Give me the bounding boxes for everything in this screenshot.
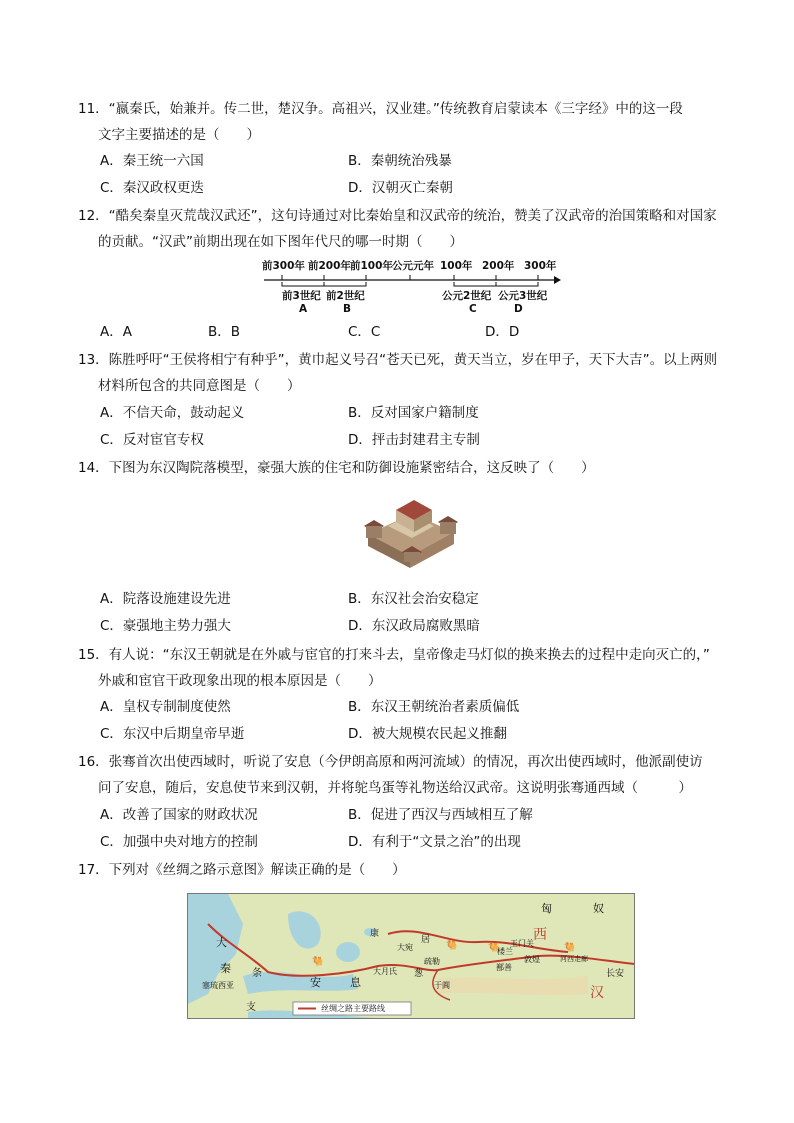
svg-text:🐫: 🐫 xyxy=(564,943,576,953)
timeline-label-300: 300年 xyxy=(524,260,557,272)
map-label-kang: 康 xyxy=(370,929,380,939)
question-16-line1: 16．张骞首次出使西域时，听说了安息（今伊朗高原和两河流域）的情况，再次出使西域时，他派副使访 xyxy=(78,754,703,770)
option-d[interactable]: D．D xyxy=(485,324,520,340)
map-label-hexi-corridor: 河西走廊 xyxy=(560,955,588,963)
question-13-line2: 材料所包含的共同意图是（ ） xyxy=(98,378,301,394)
question-11-options xyxy=(100,149,660,201)
svg-text:🐫: 🐫 xyxy=(312,957,324,967)
question-13-line1: 13．陈胜呼吁“王侯将相宁有种乎”，黄巾起义号召“苍天已死，黄天当立，岁在甲子，天下大吉”。以上两则 xyxy=(78,352,718,368)
option-a[interactable]: A．不信天命，鼓动起义 xyxy=(100,405,245,421)
map-label-seleucia: 塞琉西亚 xyxy=(202,981,234,990)
question-13-options xyxy=(100,401,660,453)
question-15-options xyxy=(100,695,660,747)
timeline-segment-2ad: 公元2世纪 xyxy=(442,290,492,302)
map-label-changan: 长安 xyxy=(606,969,625,979)
timeline-letter-a: A xyxy=(299,303,308,315)
question-15 xyxy=(78,642,728,694)
option-c[interactable]: C．反对宦官专权 xyxy=(100,432,204,448)
question-14-line1: 14．下图为东汉陶院落模型，豪强大族的住宅和防御设施紧密结合，这反映了（ ） xyxy=(78,460,595,476)
silk-road-map xyxy=(187,893,635,1019)
option-a[interactable]: A．改善了国家的财政状况 xyxy=(100,807,258,823)
question-13 xyxy=(78,347,728,399)
svg-text:🐫: 🐫 xyxy=(488,943,500,953)
question-17-line1: 17．下列对《丝绸之路示意图》解读正确的是（ ） xyxy=(78,862,406,878)
pottery-courtyard-model-image xyxy=(360,486,460,570)
option-c[interactable]: C．东汉中后期皇帝早逝 xyxy=(100,726,245,742)
timeline-label-200bc: 前200年 xyxy=(308,260,351,272)
map-label-shule: 疏勒 xyxy=(424,957,440,966)
map-label-dayuezhi: 大月氏 xyxy=(373,967,397,976)
option-d[interactable]: D．汉朝灭亡秦朝 xyxy=(348,180,453,196)
map-label-zhi: 支 xyxy=(246,1002,256,1013)
option-a[interactable]: A．院落设施建设先进 xyxy=(100,591,231,607)
map-label-yutian: 于阗 xyxy=(434,981,450,990)
question-14-options xyxy=(100,587,660,639)
map-label-qin: 秦 xyxy=(220,962,231,975)
map-legend-label: 丝绸之路主要路线 xyxy=(321,1004,385,1013)
option-d[interactable]: D．有利于“文景之治”的出现 xyxy=(348,834,521,850)
map-label-tiao: 条 xyxy=(252,968,262,979)
timeline-segment-3bc: 前3世纪 xyxy=(282,290,321,302)
timeline-label-100: 100年 xyxy=(440,260,473,272)
option-c[interactable]: C．秦汉政权更迭 xyxy=(100,180,204,196)
timeline-segment-2bc: 前2世纪 xyxy=(326,290,365,302)
option-b[interactable]: B．B xyxy=(208,324,241,340)
option-b[interactable]: B．东汉社会治安稳定 xyxy=(348,591,479,607)
option-a[interactable]: A．A xyxy=(100,324,132,340)
map-label-west: 西 xyxy=(533,927,547,943)
question-15-line2: 外戚和宦官干政现象出现的根本原因是（ ） xyxy=(98,673,382,689)
timeline-letter-b: B xyxy=(343,303,352,315)
map-label-an: 安 xyxy=(310,976,321,989)
question-12 xyxy=(78,203,728,255)
option-d[interactable]: D．被大规模农民起义推翻 xyxy=(348,726,507,742)
map-label-shanshan: 鄯善 xyxy=(496,963,512,972)
question-16 xyxy=(78,749,728,801)
timeline-letter-c: C xyxy=(469,303,477,315)
question-11-line1: 11．“嬴秦氏，始兼并。传二世，楚汉争。高祖兴，汉业建。”传统教育启蒙读本《三字经》中的这一段 xyxy=(78,101,683,117)
question-14 xyxy=(78,455,728,481)
timeline-label-300bc: 前300年 xyxy=(262,260,305,272)
option-c[interactable]: C．加强中央对地方的控制 xyxy=(100,834,258,850)
map-label-xi: 息 xyxy=(350,976,361,989)
map-label-cong: 葱 xyxy=(414,969,424,979)
option-d[interactable]: D．抨击封建君主专制 xyxy=(348,432,480,448)
option-c[interactable]: C．豪强地主势力强大 xyxy=(100,618,231,634)
map-label-da: 大 xyxy=(216,936,227,949)
question-16-line2: 问了安息，随后，安息使节来到汉朝，并将鸵鸟蛋等礼物送给汉武帝。这说明张骞通西域（ ） xyxy=(98,780,692,796)
timeline-label-ad1: 公元元年 xyxy=(392,260,434,272)
option-a[interactable]: A．皇权专制制度使然 xyxy=(100,699,231,715)
question-17 xyxy=(78,857,728,883)
map-label-xiong: 匈 xyxy=(541,902,552,915)
question-12-options xyxy=(100,320,660,346)
question-12-line1: 12．“酷矣秦皇灭荒哉汉武还”，这句诗通过对比秦始皇和汉武帝的统治，赞美了汉武帝的治国策略和对国家 xyxy=(78,208,717,224)
option-b[interactable]: B．反对国家户籍制度 xyxy=(348,405,479,421)
timeline-letter-d: D xyxy=(514,303,523,315)
timeline-label-200: 200年 xyxy=(482,260,515,272)
timeline-chart xyxy=(262,258,562,318)
question-12-line2: 的贡献。“汉武”前期出现在如下图年代尺的哪一时期（ ） xyxy=(98,234,463,250)
timeline-segment-3ad: 公元3世纪 xyxy=(498,290,548,302)
map-label-dayuan: 大宛 xyxy=(397,943,413,952)
option-d[interactable]: D．东汉政局腐败黑暗 xyxy=(348,618,480,634)
question-11-line2: 文字主要描述的是（ ） xyxy=(98,127,260,143)
map-label-yumenguan: 玉门关 xyxy=(510,939,534,948)
option-a[interactable]: A．秦王统一六国 xyxy=(100,153,204,169)
map-label-han: 汉 xyxy=(590,985,604,1001)
map-label-dunhuang: 敦煌 xyxy=(524,955,540,964)
map-label-ju: 居 xyxy=(421,935,431,945)
option-b[interactable]: B．秦朝统治残暴 xyxy=(348,153,452,169)
option-b[interactable]: B．东汉王朝统治者素质偏低 xyxy=(348,699,520,715)
option-c[interactable]: C．C xyxy=(348,324,381,340)
map-label-nu: 奴 xyxy=(593,902,604,915)
option-b[interactable]: B．促进了西汉与西域相互了解 xyxy=(348,807,533,823)
question-16-options xyxy=(100,803,660,855)
svg-text:🐫: 🐫 xyxy=(446,941,458,951)
timeline-label-100bc: 前100年 xyxy=(350,260,393,272)
map-label-loulan: 楼兰 xyxy=(497,947,513,956)
timeline-axis xyxy=(262,272,562,288)
question-15-line1: 15．有人说：“东汉王朝就是在外戚与宦官的打来斗去，皇帝像走马灯似的换来换去的过程中走向灭亡的，” xyxy=(78,647,710,663)
question-11 xyxy=(78,96,728,148)
